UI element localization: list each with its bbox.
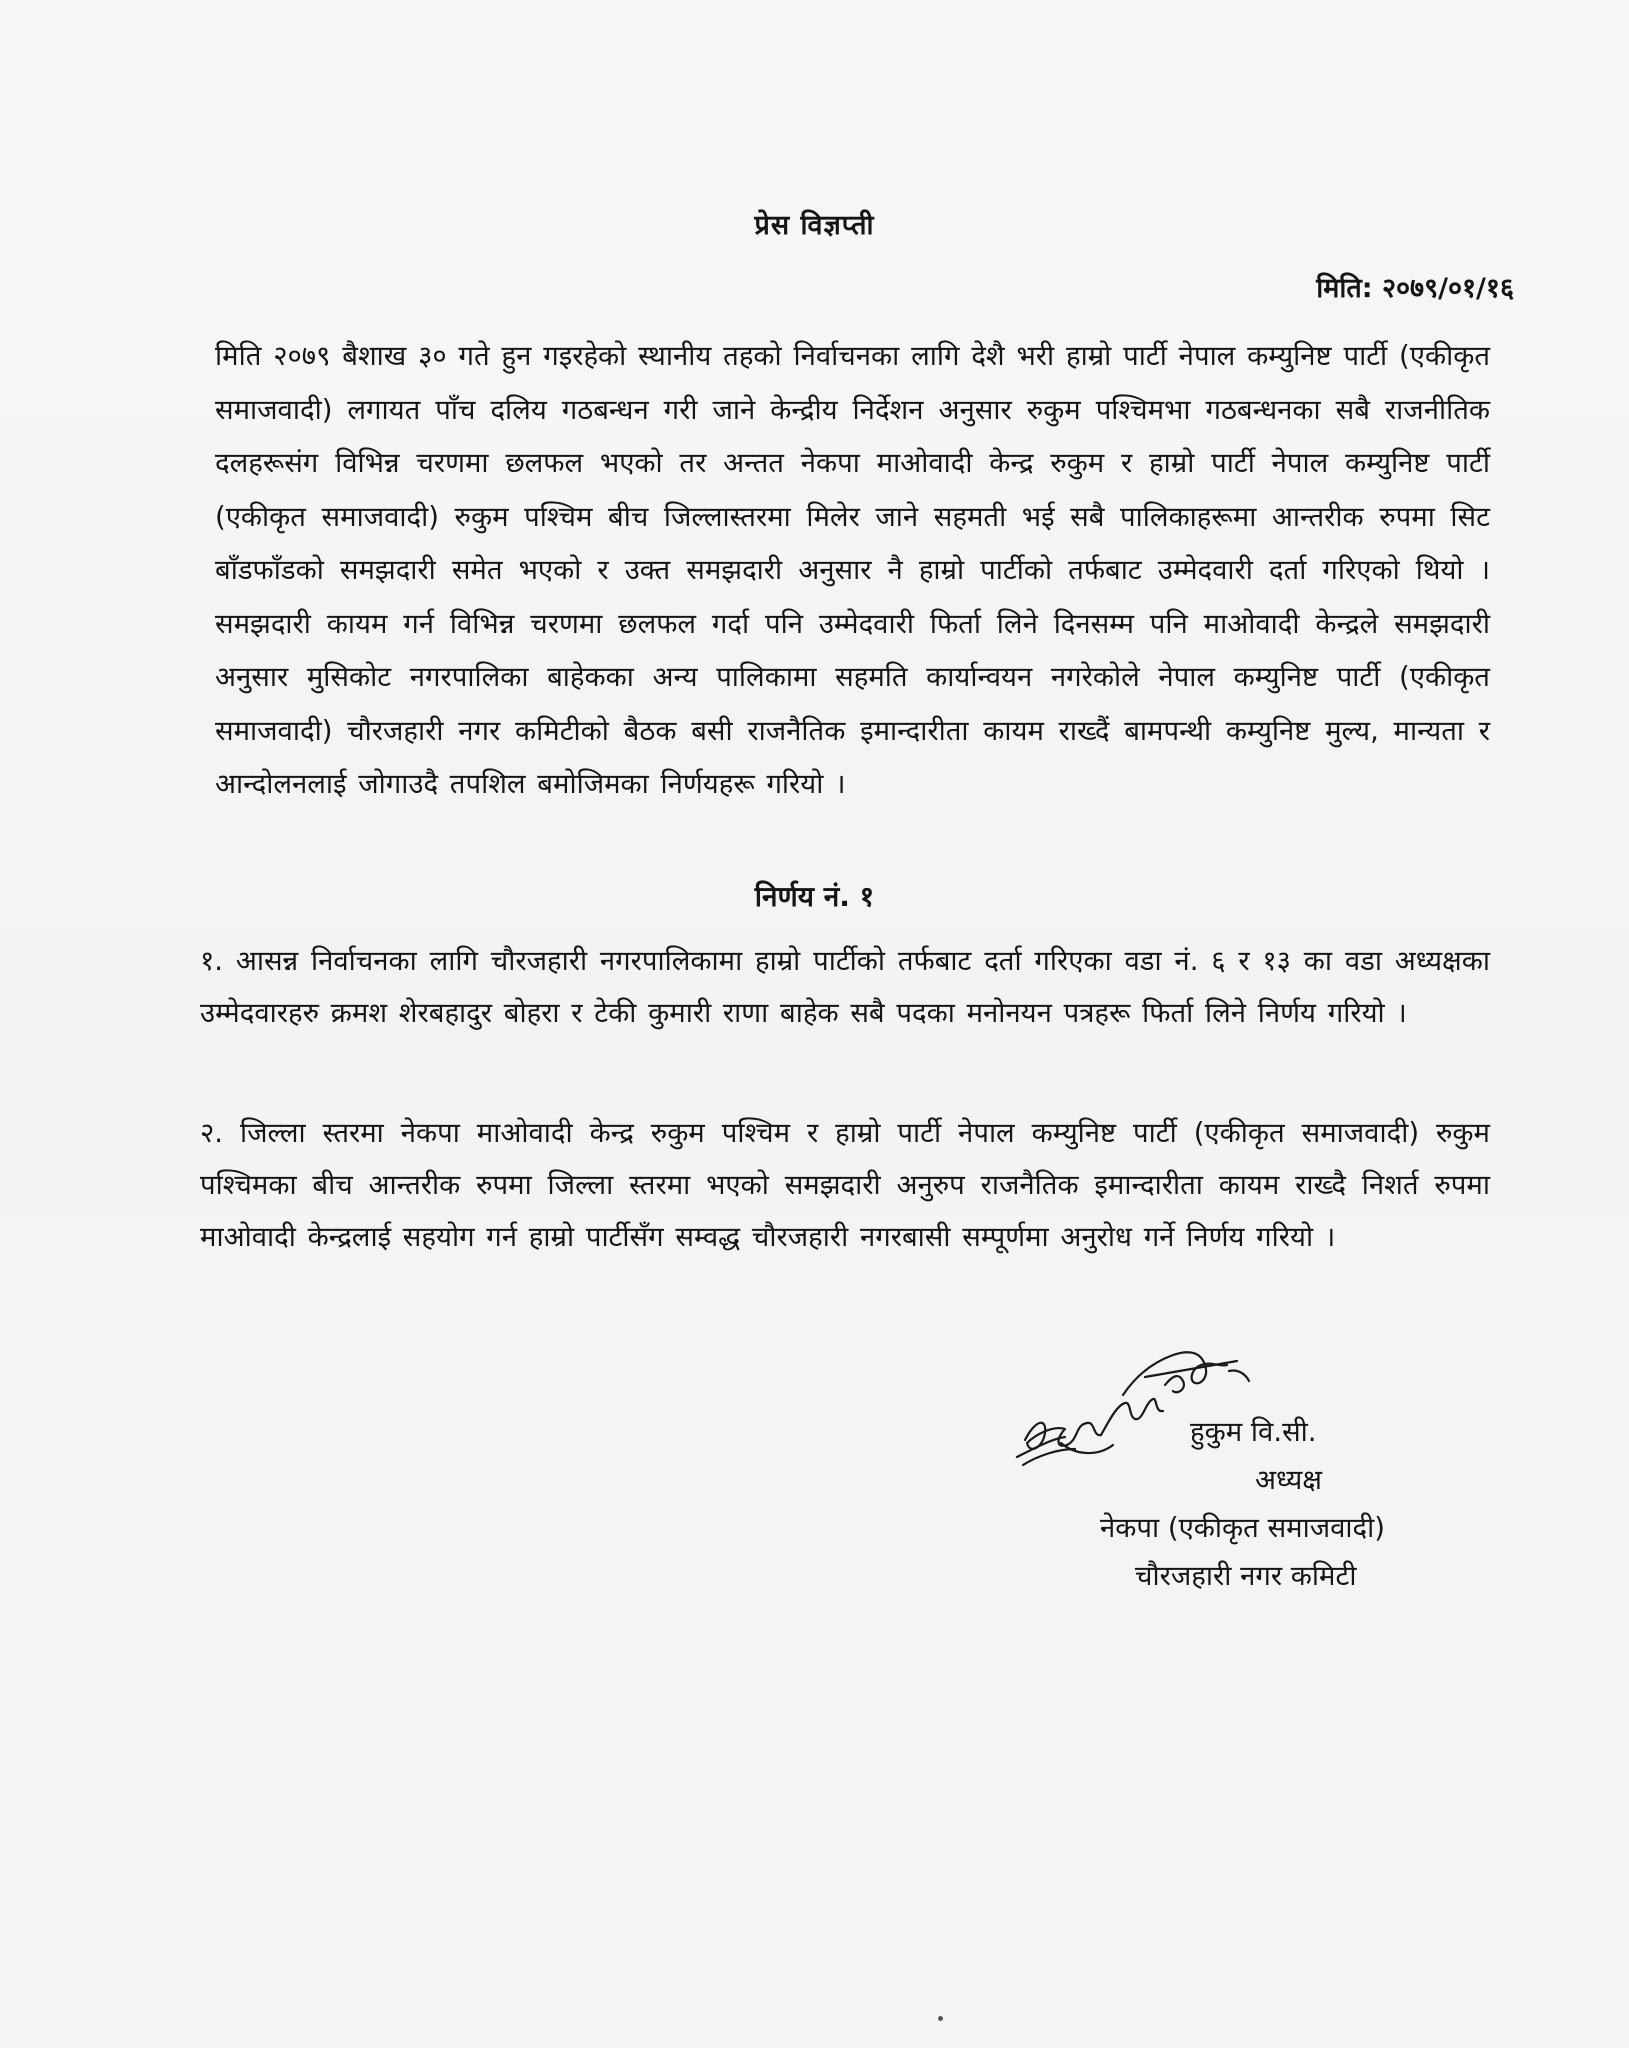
decision-item-2: २. जिल्ला स्तरमा नेकपा माओवादी केन्द्र रुकुम पश्चिम र हाम्रो पार्टी नेपाल कम्युनिष्ट पार्टी (एकीकृत समाजवादी) रुकुम पश्चिमका बीच आन्तरीक रुपमा जिल्ला स्तरमा भएको समझदारी अनुरुप राजनैतिक इमान्दारीता कायम राख्दै निशर्त रुपमा माओवादी केन्द्रलाई सहयोग गर्न हाम्रो पार्टीसँग सम्वद्ध चौरजहारी नगरबासी सम्पूर्णमा अनुरोध गर्ने निर्णय गरियो । <box>200 1117 1490 1253</box>
signatory-name: हुकुम वि.सी. <box>1190 1416 1317 1448</box>
document-title: प्रेस विज्ञप्ती <box>754 210 875 241</box>
intro-paragraph: मिति २०७९ बैशाख ३० गते हुन गइरहेको स्थानीय तहको निर्वाचनका लागि देशै भरी हाम्रो पार्टी नेपाल कम्युनिष्ट पार्टी (एकीकृत समाजवादी) लगायत पाँच दलिय गठबन्धन गरी जाने केन्द्रीय निर्देशन अनुसार रुकुम पश्चिमभा गठबन्धनका सबै राजनीतिक दलहरूसंग विभिन्न चरणमा छलफल भएको तर अन्तत नेकपा माओवादी केन्द्र रुकुम र हाम्रो पार्टी नेपाल कम्युनिष्ट पार्टी (एकीकृत समाजवादी) रुकुम पश्चिम बीच जिल्लास्तरमा मिलेर जाने सहमती भई सबै पालिकाहरूमा आन्तरीक रुपमा सिट बाँडफाँडको समझदारी समेत भएको र उक्त समझदारी अनुसार नै हाम्रो पार्टीको तर्फबाट उम्मेदवारी दर्ता गरिएको थियो । समझदारी कायम गर्न विभिन्न चरणमा छलफल गर्दा पनि उम्मेदवारी फिर्ता लिने दिनसम्म पनि माओवादी केन्द्रले समझदारी अनुसार मुसिकोट नगरपालिका बाहेकका अन्य पालिकामा सहमति कार्यान्वयन नगरेकोले नेपाल कम्युनिष्ट पार्टी (एकीकृत समाजवादी) चौरजहारी नगर कमिटीको बैठक बसी राजनैतिक इमान्दारीता कायम राख्दैं बामपन्थी कम्युनिष्ट मुल्य, मान्यता र आन्दोलनलाई जोगाउदै तपशिल बमोजिमका निर्णयहरू गरियो । <box>215 340 1490 800</box>
decision-heading: निर्णय नं. १ <box>754 880 875 913</box>
signatory-organization: नेकपा (एकीकृत समाजवादी) <box>1100 1512 1386 1544</box>
signatory-title: अध्यक्ष <box>1255 1464 1323 1496</box>
decision-item-1: १. आसन्न निर्वाचनका लागि चौरजहारी नगरपालिकामा हाम्रो पार्टीको तर्फबाट दर्ता गरिएका वडा नं. ६ र १३ का वडा अध्यक्षका उम्मेदवारहरु क्रमश शेरबहादुर बोहरा र टेकी कुमारी राणा बाहेक सबै पदका मनोनयन पत्रहरू फिर्ता लिने निर्णय गरियो । <box>200 945 1490 1029</box>
paper-speck <box>938 2016 943 2021</box>
document-date: मिति: २०७९/०१/१६ <box>1316 273 1514 304</box>
signature-block <box>1080 1408 1500 1600</box>
signatory-committee: चौरजहारी नगर कमिटी <box>1135 1560 1357 1592</box>
